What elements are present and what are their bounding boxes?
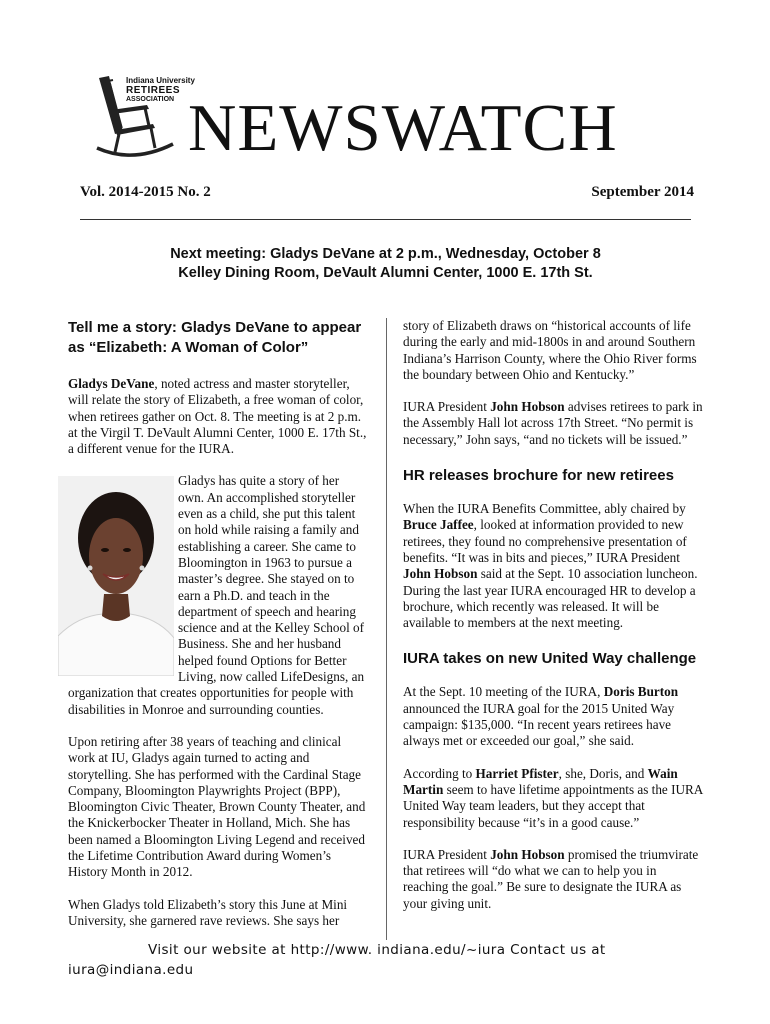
article-paragraph: When the IURA Benefits Committee, ably chaired by Bruce Jaffee, looked at information provided to new retirees, they found no comprehensive presentation of benefits. “It was in bits and pieces,” IURA President John Hobson said at the Sept. 10 association luncheon. During the last year IURA encouraged HR to develop a brochure, which recently was released. It will be available to members at the next meeting. xyxy=(403,501,698,631)
article-paragraph: According to Harriet Pfister, she, Doris, and Wain Martin seem to have lifetime appointments as the IURA United Way team leaders, but they accept that responsibility because “it’s in a good cause.” xyxy=(403,765,703,830)
next-meeting-banner xyxy=(80,245,691,283)
bold-name: Harriet Pfister xyxy=(475,765,559,781)
logo-retirees: RETIREES xyxy=(126,85,181,96)
footer-contact xyxy=(68,940,688,980)
right-column xyxy=(403,318,703,912)
portrait-photo xyxy=(58,476,174,676)
bold-name: Bruce Jaffee xyxy=(403,517,474,533)
headline-gladys-devane: Tell me a story: Gladys DeVane to appear as “Elizabeth: A Woman of Color” xyxy=(68,319,362,356)
article-paragraph: Gladys DeVane, noted actress and master storyteller, will relate the story of Elizabeth, a free woman of color, when retirees gather on Oct. 8. The meeting is at 2 p.m. at the Virgil T. DeVault Alumni Center, 1000 E. 17th St., a different venue for the IURA. xyxy=(68,376,367,457)
issue-volume: Vol. 2014-2015 No. 2 xyxy=(80,184,211,200)
meeting-line-2: Kelley Dining Room, DeVault Alumni Center, 1000 E. 17th St. xyxy=(178,265,593,281)
article-paragraph: When Gladys told Elizabeth’s story this June at Mini University, she garnered rave reviews. She says her xyxy=(68,896,348,928)
footer-website-line: Visit our website at http://www. indiana.edu/~iura Contact us at xyxy=(148,942,606,958)
column-divider xyxy=(386,318,387,940)
issue-date: September 2014 xyxy=(591,184,694,200)
article-paragraph: story of Elizabeth draws on “historical accounts of life during the early and mid-1800s in and around Southern Indiana’s Harrison County, where the Ohio River forms the boundary between Ohio and Kentucky.” xyxy=(403,318,697,382)
article-paragraph: Gladys has quite a story of her own. An accomplished storyteller even as a child, she put this talent on hold while raising a family and establishing a career. She came to Bloomington in 1963 to pursue a master’s degree. She stayed on to earn a Ph.D. and teach in the department of speech and hearing science and at the Kelley School of Business. She and her husband helped found Options for Better Living, now called LifeDesigns, an organization that creates opportunities for people with disabilities in Monroe and surrounding counties. xyxy=(68,473,365,717)
article-paragraph: IURA President John Hobson advises retirees to park in the Assembly Hall lot across 17th Street. “No permit is necessary,” John says, “and no tickets will be issued.” xyxy=(403,399,703,447)
bold-name: John Hobson xyxy=(490,399,565,415)
bold-name: John Hobson xyxy=(490,846,565,862)
masthead-title: NEWSWATCH xyxy=(188,91,618,165)
bold-name: John Hobson xyxy=(403,566,478,582)
header-rule xyxy=(80,219,691,220)
bold-name: Gladys DeVane xyxy=(68,376,155,391)
article-paragraph: Upon retiring after 38 years of teaching and clinical work at IU, Gladys again turned to acting and storytelling. She has performed with the Cardinal Stage Company, Bloomington Playwrights Project (BPP), Bloomington Civic Theater, Brown County Theater, and the Knickerbocker Theater in Holland, Mich. She has been named a Bloomington Living Legend and received the Lifetime Contribution Award during Women’s History Month in 2012. xyxy=(68,733,366,880)
headline-united-way: IURA takes on new United Way challenge xyxy=(403,650,697,668)
bold-name: Doris Burton xyxy=(603,684,679,700)
meeting-line-1: Next meeting: Gladys DeVane at 2 p.m., Wednesday, October 8 xyxy=(170,246,601,262)
logo-university: Indiana University xyxy=(126,76,195,85)
logo-association: ASSOCIATION xyxy=(126,96,175,103)
headline-hr-brochure: HR releases brochure for new retirees xyxy=(403,467,674,485)
bold-name: Wain Martin xyxy=(403,765,678,797)
article-paragraph: At the Sept. 10 meeting of the IURA, Doris Burton announced the IURA goal for the 2015 United Way campaign: $135,000. “In recent years retirees have always met or exceeded our goal,” she said. xyxy=(403,684,679,749)
article-paragraph: IURA President John Hobson promised the triumvirate that retirees will “do what we can to help you in reaching the goal.” Be sure to designate the IURA as your giving unit. xyxy=(403,846,699,911)
footer-email-line: iura@indiana.edu xyxy=(68,962,194,978)
left-column xyxy=(68,318,368,929)
